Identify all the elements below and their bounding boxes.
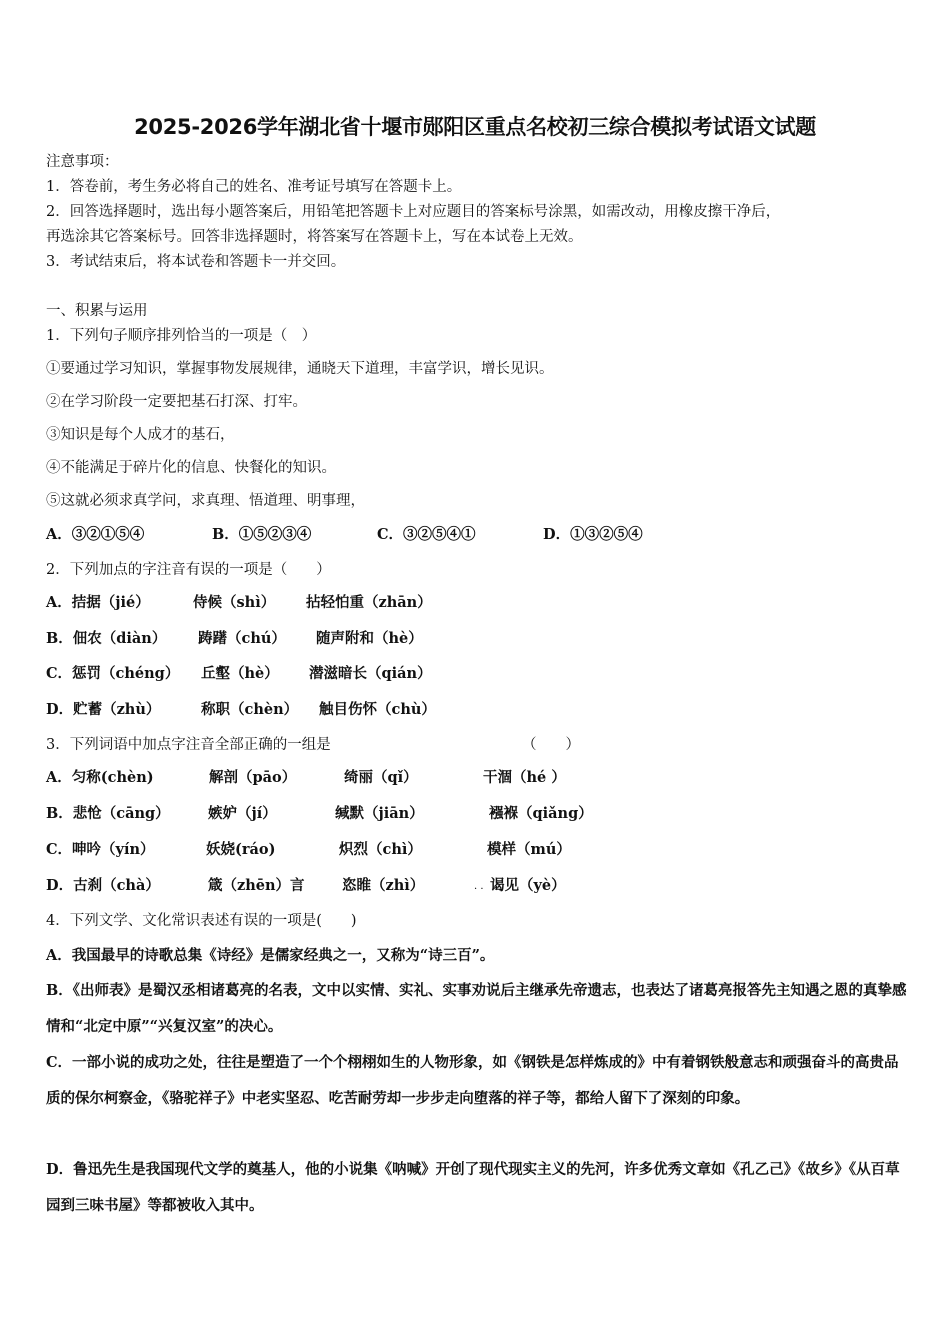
question-4-stem: 4．下列文学、文化常识表述有误的一项是( ) [46,913,357,929]
q2-word: 随声附和（hè） [316,630,423,647]
section-heading: 一、积累与运用 [46,303,148,319]
notice-item: 再选涂其它答案标号。回答非选择题时，将答案写在答题卡上，写在本试卷上无效。 [46,229,583,245]
q3-word: 襁褓（qiǎng） [489,805,593,822]
q3-option-b[interactable]: B．悲怆（cāng） [46,805,170,822]
q1-option-d[interactable]: D．①③②⑤④ [543,526,643,543]
q1-option-a[interactable]: A．③②①⑤④ [46,526,145,543]
q3-word: 干涸（hé ） [483,769,566,786]
q3-option-c[interactable]: C．呻吟（yín） [46,841,155,858]
q3-word: 嫉妒（jí） [208,805,277,822]
q3-word: 缄默（jiān） [335,805,424,822]
notice-item: 1．答卷前，考生务必将自己的姓名、准考证号填写在答题卡上。 [46,179,462,195]
q1-option-b[interactable]: B．①⑤②③④ [212,526,312,543]
notice-item: 2．回答选择题时，选出每小题答案后，用铅笔把答题卡上对应题目的答案标号涂黑，如需改动，用橡皮擦干净后， [46,204,781,220]
q4-option-c[interactable]: C．一部小说的成功之处，往往是塑造了一个个栩栩如生的人物形象，如《钢铁是怎样炼成的》中有着钢铁般意志和顽强奋斗的高贵品质的保尔柯察金，《骆驼祥子》中老实坚忍、吃苦耐劳却一步步走向堕落的祥子等，都给人留下了深刻的印象。 [46,1054,899,1107]
question-1-stem: 1．下列句子顺序排列恰当的一项是（ ） [46,328,317,344]
q1-sentence: ④不能满足于碎片化的信息、快餐化的知识。 [46,460,336,476]
q4-option-a[interactable]: A．我国最早的诗歌总集《诗经》是儒家经典之一，又称为“诗三百”。 [46,947,495,964]
q1-sentence: ②在学习阶段一定要把基石打深、打牢。 [46,394,307,410]
emphasis-dots-icon: · · [474,884,484,895]
notice-item: 3．考试结束后，将本试卷和答题卡一并交回。 [46,254,346,270]
q2-option-d[interactable]: D．贮蓄（zhù） [46,701,161,718]
q3-word: 解剖（pāo） [209,769,297,786]
q2-option-a[interactable]: A．拮据（jié） [46,594,150,611]
q1-option-c[interactable]: C．③②⑤④① [377,526,476,543]
q2-option-c[interactable]: C．惩罚（chéng） [46,665,180,682]
q3-word: 谒见（yè） [490,877,566,894]
q3-word: 恣睢（zhì） [342,877,425,894]
answer-paren: （ ） [522,737,580,753]
q2-word: 侍候（shì） [193,594,276,611]
question-2-stem: 2．下列加点的字注音有误的一项是（ ） [46,562,331,578]
q3-option-d[interactable]: D．古刹（chà） [46,877,160,894]
notice-heading: 注意事项： [46,154,119,170]
q2-word: 触目伤怀（chù） [319,701,436,718]
q4-option-d[interactable]: D．鲁迅先生是我国现代文学的奠基人，他的小说集《呐喊》开创了现代现实主义的先河，许多优秀文章如《孔乙己》《故乡》《从百草园到三味书屋》等都被收入其中。 [46,1161,900,1214]
q4-option-b[interactable]: B．《出师表》是蜀汉丞相诸葛亮的名表，文中以实情、实礼、实事劝说后主继承先帝遗志，也表达了诸葛亮报答先主知遇之恩的真挚感情和“北定中原”“兴复汉室”的决心。 [46,982,907,1035]
q3-option-a[interactable]: A．匀称(chèn) [46,769,154,786]
q3-word: 绮丽（qǐ） [344,769,418,786]
question-3-stem: 3．下列词语中加点字注音全部正确的一组是 [46,737,331,753]
page-title: 2025-2026学年湖北省十堰市郧阳区重点名校初三综合模拟考试语文试题 [134,115,816,139]
q2-word: 踌躇（chú） [198,630,286,647]
q2-word: 拈轻怕重（zhān） [306,594,432,611]
q3-word: 箴（zhēn）言 [208,877,305,894]
q3-word: 妖娆(ráo) [206,841,276,858]
q3-word: 炽烈（chì） [339,841,422,858]
q3-word: 模样（mú） [487,841,571,858]
q1-sentence: ⑤这就必须求真学问，求真理、悟道理、明事理， [46,493,365,509]
q2-option-b[interactable]: B．佃农（diàn） [46,630,167,647]
q2-word: 称职（chèn） [201,701,299,718]
q1-sentence: ③知识是每个人成才的基石， [46,427,235,443]
q1-sentence: ①要通过学习知识，掌握事物发展规律，通晓天下道理，丰富学识，增长见识。 [46,361,554,377]
q2-word: 丘壑（hè） [201,665,279,682]
q2-word: 潜滋暗长（qián） [309,665,432,682]
